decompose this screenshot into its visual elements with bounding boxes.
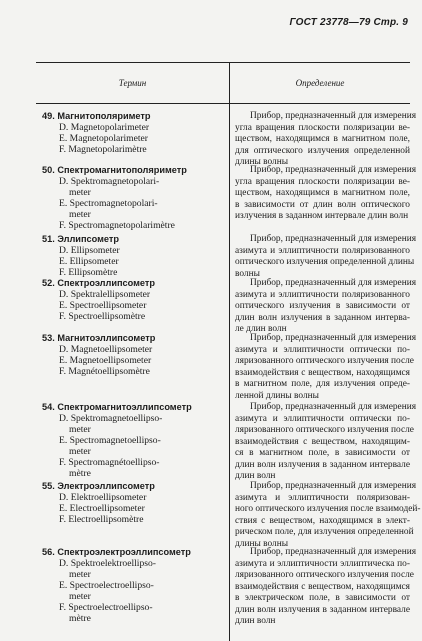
term-cell	[42, 547, 228, 624]
term-title: 55. Электроэллипсометр	[42, 481, 155, 491]
term-equivalent: E. Electroellipsometer	[59, 503, 145, 514]
definition-cell	[235, 333, 417, 402]
term-equivalent: D. Magnetopolarimeter	[59, 122, 150, 133]
definition-line: Прибор, предназначенный для измерения	[250, 402, 417, 412]
term-continuation: meter	[69, 569, 91, 580]
term-equivalent: D. Ellipsometer	[59, 245, 120, 256]
definition-line: ленной длины волны	[235, 390, 319, 401]
term-equivalent: D. Spektralellipsometer	[59, 289, 151, 300]
definition-line: азимута и эллиптичности поляризованного	[235, 289, 410, 300]
definition-line: ляризованного оптического излучения после	[235, 356, 414, 366]
definition-line: излучения в заданном интервале длин волн	[235, 211, 409, 221]
definition-line: ся в магнитном поле, в зависимости от	[235, 448, 410, 458]
term-continuation: mètre	[69, 468, 91, 479]
term-equivalent: D. Elektroellipsometer	[59, 492, 147, 503]
definition-line: волны	[235, 268, 260, 279]
term-title: 53. Магнитоэллипсометр	[42, 333, 156, 343]
definition-line: ляризованного оптического излучения после	[235, 425, 414, 435]
definition-line: азимута и эллиптичности поляризованного	[235, 245, 410, 256]
term-title: 49. Магнитополяриметр	[42, 111, 151, 121]
definition-line: азимута и эллиптичности эллиптическа по-	[235, 558, 410, 569]
definition-cell	[235, 402, 417, 483]
term-title: 52. Спектроэллипсометр	[42, 278, 156, 288]
definition-line: Прибор, предназначенный для измерения	[250, 547, 417, 557]
term-equivalent: F. Spectromagnetopolarimètre	[59, 220, 175, 231]
definition-line: Прибор, предназначенный для измерения	[250, 165, 417, 175]
term-cell	[42, 111, 228, 155]
definition-line: ле длин волн	[235, 324, 287, 334]
definition-line: ляризованного оптического излучения после	[235, 570, 414, 580]
definition-line: длин волн излучения в заданном интервале	[235, 459, 410, 470]
term-title: 54. Спектромагнитоэллипсометр	[42, 402, 192, 412]
term-equivalent: D. Spektromagnetoellipso-	[59, 413, 163, 424]
term-cell	[42, 333, 228, 377]
term-equivalent: F. Spectroelectroellipso-	[59, 602, 153, 613]
definition-line: взаимодействия с веществом, находящимся	[235, 367, 410, 378]
term-title: 50. Спектромагнитополяриметр	[42, 165, 187, 175]
term-cell	[42, 165, 228, 231]
definition-line: длин волн	[235, 471, 276, 481]
definition-line: Прибор, предназначенный для измерения	[250, 234, 417, 244]
definition-cell	[235, 278, 417, 336]
term-continuation: meter	[69, 446, 91, 457]
definition-line: оптического излучения определенной длины	[235, 257, 415, 267]
term-equivalent: F. Spectromagnétoellipso-	[59, 457, 160, 468]
definition-line: азимута и эллиптичности оптически по-	[235, 344, 410, 355]
definition-line: для оптического излучения определенной	[235, 145, 410, 156]
term-continuation: meter	[69, 424, 91, 435]
term-continuation: meter	[69, 591, 91, 602]
definition-line: ществом, находящимся в магнитном поле,	[235, 188, 410, 198]
definition-line: Прибор, предназначенный для измерения	[250, 333, 417, 343]
definition-line: длин волн излучения в заданном интерва-	[235, 312, 410, 323]
definition-line: длины волны	[235, 157, 289, 167]
definition-line: азимута и эллиптичности оптически по-	[235, 413, 410, 424]
definition-line: угла вращения плоскости поляризации ве-	[235, 122, 410, 133]
term-cell	[42, 481, 228, 525]
term-equivalent: E. Spectromagnetopolari-	[59, 198, 158, 209]
definition-line: в электрическом поле, в зависимости от	[235, 593, 410, 603]
definition-line: Прибор, предназначенный для измерения	[250, 278, 417, 288]
term-equivalent: E. Spectromagnetoellipso-	[59, 435, 161, 446]
term-equivalent: E. Ellipsometer	[59, 256, 119, 267]
definition-cell	[235, 547, 417, 628]
term-equivalent: E. Spectroellipsometer	[59, 300, 147, 311]
definition-line: азимута и эллиптичности поляризован-	[235, 492, 410, 503]
definition-line: угла вращения плоскости поляризации ве-	[235, 176, 410, 187]
definition-line: ществом, находящимся в магнитном поле,	[235, 134, 410, 144]
term-title: 56. Спектроэлектроэллипсометр	[42, 547, 191, 557]
definition-line: Прибор, предназначенный для измерения	[250, 111, 417, 121]
term-cell	[42, 278, 228, 322]
term-equivalent: F. Magnétoellipsomètre	[59, 366, 150, 377]
term-cell	[42, 402, 228, 479]
terms-table	[36, 62, 421, 641]
definition-line: длин волн	[235, 616, 276, 626]
definition-line: оптического излучения в зависимости от	[235, 301, 410, 311]
definition-line: длин волн излучения в заданном интервале	[235, 604, 410, 615]
definition-line: ствия с веществом, находящимся в элект-	[235, 515, 410, 526]
term-equivalent: D. Spektroelektroellipso-	[59, 558, 156, 569]
definition-line: ного оптического излучения после взаимодей-	[235, 504, 421, 514]
header-rule	[36, 103, 410, 104]
column-header-terms: Термин	[118, 78, 147, 88]
term-equivalent: F. Electroellipsomètre	[59, 514, 144, 525]
definition-cell	[235, 111, 417, 169]
definition-cell	[235, 234, 417, 280]
definition-line: взаимодействия с веществом, находящим-	[235, 436, 410, 447]
term-equivalent: D. Spektromagnetopolari-	[59, 176, 160, 187]
definition-line: длины волны	[235, 538, 289, 549]
term-cell	[42, 234, 228, 278]
definition-cell	[235, 481, 421, 550]
term-equivalent: E. Magnetopolarimeter	[59, 133, 148, 144]
term-equivalent: F. Magnetopolarimètre	[59, 144, 147, 155]
column-header-definitions: Определение	[295, 78, 345, 88]
term-equivalent: F. Ellipsomètre	[59, 267, 118, 278]
column-divider	[229, 63, 230, 641]
definition-line: в зависимости от длин волн оптического	[235, 199, 410, 210]
term-title: 51. Эллипсометр	[42, 234, 119, 244]
definition-cell	[235, 165, 417, 223]
page-header: ГОСТ 23778—79 Стр. 9	[289, 17, 408, 28]
definition-line: взаимодействия с веществом, находящимся	[235, 581, 410, 592]
term-equivalent: E. Spectroelectroellipso-	[59, 580, 154, 591]
term-continuation: meter	[69, 209, 91, 220]
term-continuation: meter	[69, 187, 91, 198]
definition-line: Прибор, предназначенный для измерения	[250, 481, 417, 491]
definition-line: рическом поле, для излучения определенной	[235, 527, 414, 537]
term-equivalent: E. Magnetoellipsometer	[59, 355, 152, 366]
term-equivalent: D. Magnetoellipsometer	[59, 344, 153, 355]
definition-line: в магнитном поле, для излучения опреде-	[235, 379, 410, 389]
term-equivalent: F. Spectroellipsomètre	[59, 311, 146, 322]
term-continuation: mètre	[69, 613, 91, 624]
